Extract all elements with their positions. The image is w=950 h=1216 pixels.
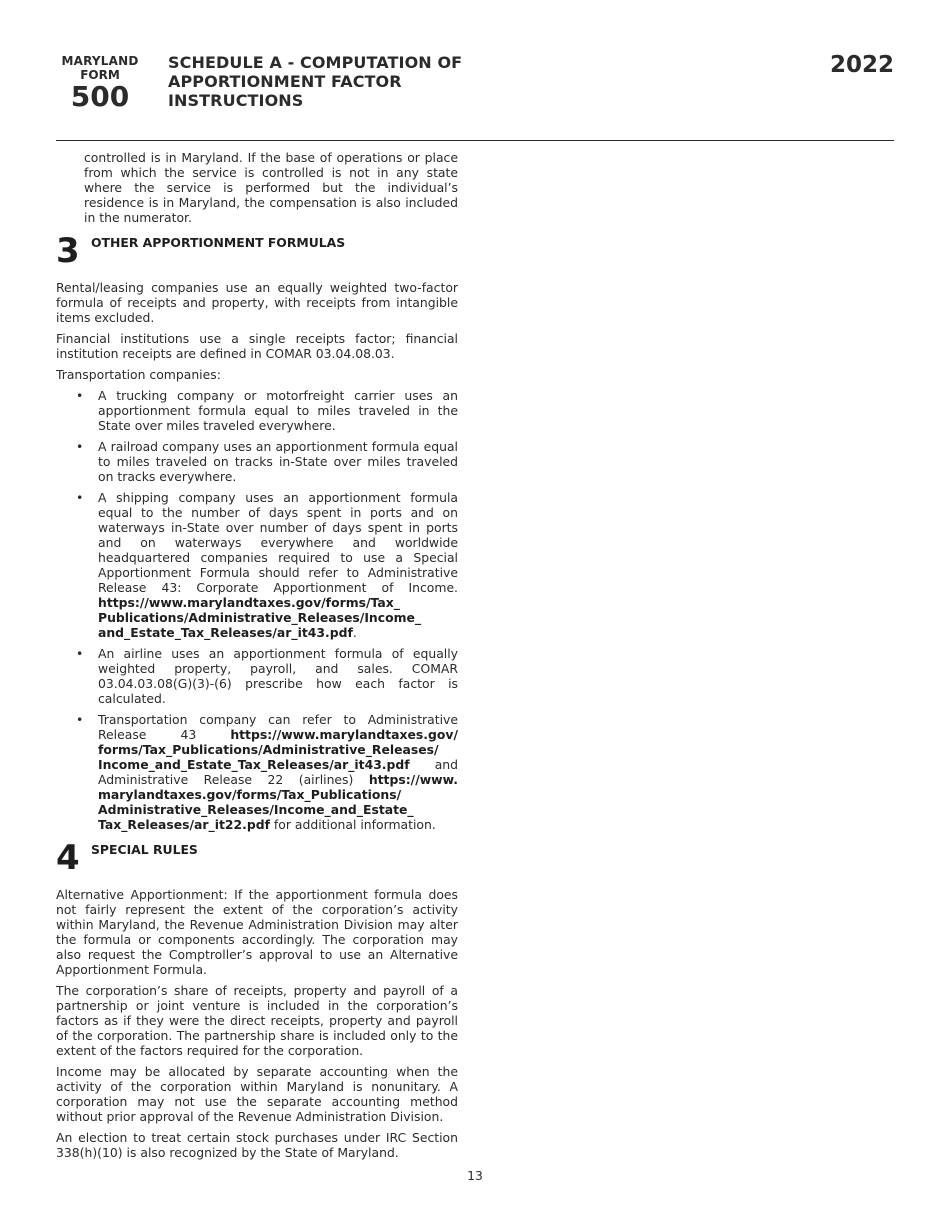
title-line-2: APPORTIONMENT FACTOR — [168, 72, 402, 91]
section-4-heading — [56, 838, 458, 881]
ar-it43-link[interactable]: https://www.marylandtaxes.gov/ forms/Tax_Publications/Administrative_Releases/ Income_and_Estate_Tax_Releases/ar_it43.pdf — [98, 727, 458, 772]
paragraph: Financial institutions use a single receipts factor; financial institution receipts are defined in COMAR 03.04.08.03. — [56, 331, 458, 361]
page-number: 13 — [467, 1168, 483, 1183]
continuation-paragraph: controlled is in Maryland. If the base of operations or place from which the service is controlled is not in any state where the service is performed but the individual’s residence is in Maryland, the compensation is also included in the numerator. — [84, 150, 458, 225]
page-header — [0, 0, 950, 142]
header-divider — [56, 140, 894, 141]
title-line-1: SCHEDULE A - COMPUTATION OF — [168, 53, 463, 72]
section-number: 4 — [56, 838, 80, 878]
bullet: • — [76, 712, 84, 727]
section-title: OTHER APPORTIONMENT FORMULAS — [91, 235, 346, 250]
bullet: • — [76, 490, 84, 505]
bullet: • — [76, 439, 84, 454]
page-title — [168, 53, 462, 110]
list-item-text: for additional information. — [269, 817, 436, 832]
list-item — [56, 490, 458, 640]
bullet: • — [76, 646, 84, 661]
form-label: FORM — [80, 68, 120, 82]
ar-it43-link[interactable]: https://www.marylandtaxes.gov/forms/Tax_ Publications/Administrative_Releases/Income_ and_Estate_Tax_Releases/ar_it43.pdf — [98, 595, 422, 640]
list-item — [56, 712, 458, 832]
form-number: 500 — [70, 80, 130, 113]
tax-year: 2022 — [829, 52, 894, 78]
paragraph: Transportation companies: — [56, 367, 221, 382]
paragraph: Alternative Apportionment: If the apportionment formula does not fairly represent the extent of the corporation’s activity within Maryland, the Revenue Administration Division may alter the formula or components accordingly. The corporation may also request the Comptroller’s approval to use an Alternative Apportionment Formula. — [56, 887, 458, 977]
list-item-text: A shipping company uses an apportionment formula equal to the number of days spent in ports and on waterways in-State over number of days spent in ports and on waterways everywhere and worldwide headquartered companies required to use a Special Apportionment Formula should refer to Administrative Release 43: Corporate Apportionment of Income. — [98, 490, 458, 595]
transportation-list — [56, 388, 458, 832]
content-column — [56, 150, 458, 1166]
title-line-3: INSTRUCTIONS — [168, 91, 304, 110]
list-item-text: . — [352, 625, 357, 640]
bullet: • — [76, 388, 84, 403]
form-state: MARYLAND — [61, 54, 139, 68]
paragraph: Rental/leasing companies use an equally weighted two-factor formula of receipts and property, with receipts from intangible items excluded. — [56, 280, 458, 325]
list-item-text: and Administrative Release 22 (airlines) — [98, 757, 458, 787]
section-title: SPECIAL RULES — [91, 842, 198, 857]
list-item — [56, 388, 458, 433]
ar-it22-link[interactable]: https://www. marylandtaxes.gov/forms/Tax_Publications/ Administrative_Releases/Income_and_Estate_ Tax_Releases/ar_it22.pdf — [98, 772, 458, 832]
paragraph: The corporation’s share of receipts, property and payroll of a partnership or joint venture is included in the corporation’s factors as if they were the direct receipts, property and payroll of the corporation. The partnership share is included only to the extent of the factors required for the corporation. — [56, 983, 458, 1058]
list-item-text: A railroad company uses an apportionment formula equal to miles traveled on tracks in-State over miles traveled on tracks everywhere. — [98, 439, 458, 484]
list-item — [56, 439, 458, 484]
paragraph: Income may be allocated by separate accounting when the activity of the corporation within Maryland is nonunitary. A corporation may not use the separate accounting method without prior approval of the Revenue Administration Division. — [56, 1064, 458, 1124]
section-3-heading — [56, 231, 458, 274]
list-item — [56, 646, 458, 706]
list-item-text: Transportation company can refer to Administrative Release 43 — [98, 712, 458, 742]
section-number: 3 — [56, 231, 80, 271]
paragraph: An election to treat certain stock purchases under IRC Section 338(h)(10) is also recognized by the State of Maryland. — [56, 1130, 458, 1160]
form-identifier — [58, 54, 142, 111]
list-item-text: An airline uses an apportionment formula of equally weighted property, payroll, and sales. COMAR 03.04.03.08(G)(3)-(6) prescribe how each factor is calculated. — [98, 646, 458, 706]
list-item-text: A trucking company or motorfreight carrier uses an apportionment formula equal to miles traveled in the State over miles traveled everywhere. — [98, 388, 458, 433]
